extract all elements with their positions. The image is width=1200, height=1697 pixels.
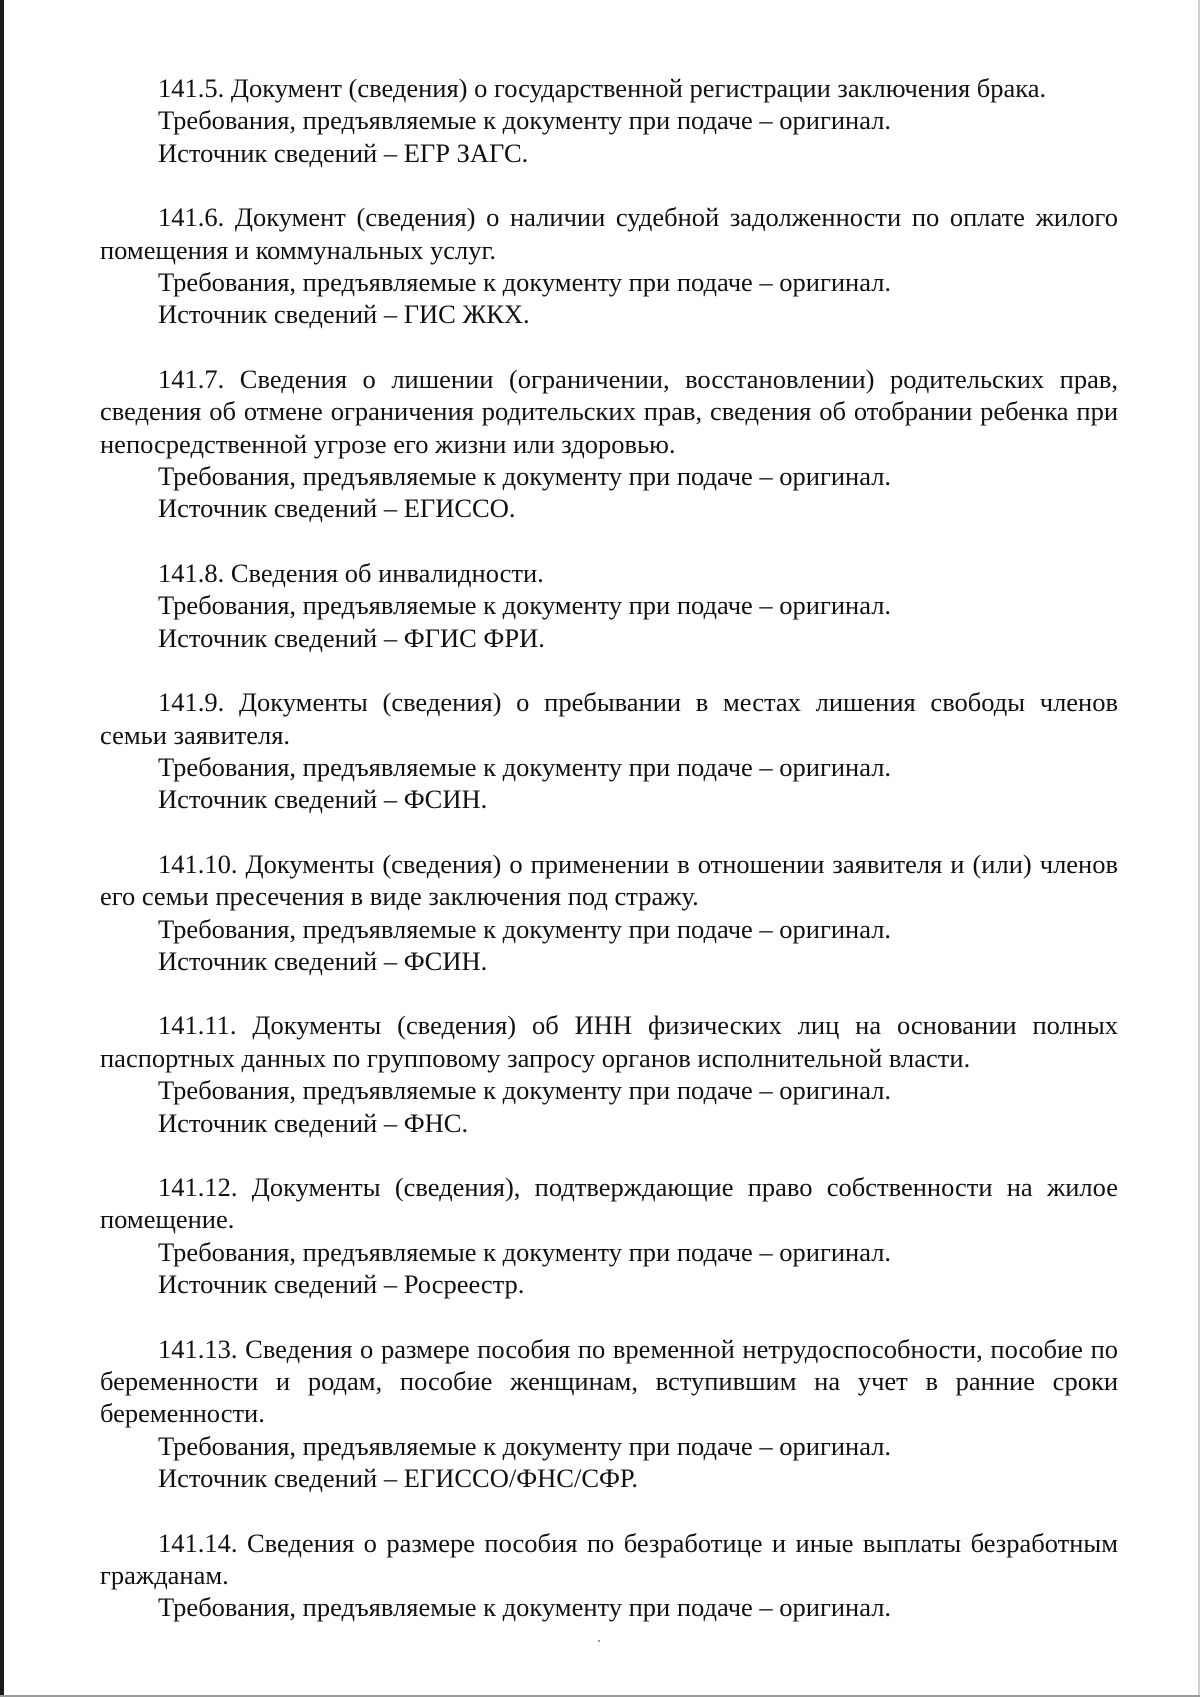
item-141-6 — [100, 201, 1118, 331]
item-141-12 — [100, 1171, 1118, 1301]
item-source: Источник сведений – ЕГР ЗАГС. — [158, 137, 529, 168]
item-requirement: Требования, предъявляемые к документу при подаче – оригинал. — [158, 461, 892, 492]
item-requirement: Требования, предъявляемые к документу при подаче – оригинал. — [158, 913, 892, 944]
item-heading: 141.11. Документы (сведения) об ИНН физических лиц на основании полных паспортных данных по групповому запросу органов исполнительной власти. — [100, 1010, 1118, 1073]
item-141-8 — [100, 557, 1118, 654]
item-source: Источник сведений – ЕГИССО/ФНС/СФР. — [158, 1463, 638, 1494]
item-source: Источник сведений – ФСИН. — [158, 784, 488, 815]
item-141-13 — [100, 1333, 1118, 1495]
item-source: Источник сведений – ФГИС ФРИ. — [158, 622, 545, 653]
item-source: Источник сведений – ФСИН. — [158, 945, 488, 976]
item-requirement: Требования, предъявляемые к документу при подаче – оригинал. — [158, 1430, 892, 1461]
item-requirement: Требования, предъявляемые к документу при подаче – оригинал. — [158, 590, 892, 621]
item-141-7 — [100, 363, 1118, 525]
item-141-11 — [100, 1009, 1118, 1139]
item-141-5 — [100, 72, 1118, 169]
item-heading: 141.13. Сведения о размере пособия по временной нетрудоспособности, пособие по беременности и родам, пособие женщинам, вступившим на учет в ранние сроки беременности. — [100, 1333, 1118, 1429]
item-requirement: Требования, предъявляемые к документу при подаче – оригинал. — [158, 267, 892, 298]
item-source: Источник сведений – ЕГИССО. — [158, 493, 516, 524]
item-141-9 — [100, 686, 1118, 816]
item-heading: 141.12. Документы (сведения), подтверждающие право собственности на жилое помещение. — [100, 1171, 1118, 1235]
item-heading: 141.6. Документ (сведения) о наличии судебной задолженности по оплате жилого помещения и коммунальных услуг. — [100, 202, 1118, 265]
item-source: Источник сведений – Росреестр. — [158, 1269, 525, 1300]
item-141-14 — [100, 1527, 1118, 1624]
item-source: Источник сведений – ФНС. — [158, 1107, 469, 1138]
item-heading: 141.8. Сведения об инвалидности. — [158, 557, 544, 588]
item-heading: 141.14. Сведения о размере пособия по безработице и иные выплаты безработным гражданам. — [100, 1527, 1118, 1591]
item-source: Источник сведений – ГИС ЖКХ. — [158, 299, 530, 330]
item-heading: 141.7. Сведения о лишении (ограничении, восстановлении) родительских прав, сведения об отмене ограничения родительских прав, сведения об отобрании ребенка при непосредственной угрозе его жизни или здоровью. — [100, 363, 1118, 459]
item-requirement: Требования, предъявляемые к документу при подаче – оригинал. — [158, 751, 892, 782]
item-requirement: Требования, предъявляемые к документу при подаче – оригинал. — [158, 105, 892, 136]
item-requirement: Требования, предъявляемые к документу при подаче – оригинал. — [158, 1075, 892, 1106]
item-heading: 141.9. Документы (сведения) о пребывании в местах лишения свободы членов семьи заявителя. — [100, 687, 1118, 750]
item-heading: 141.5. Документ (сведения) о государственной регистрации заключения брака. — [158, 73, 1047, 103]
item-heading: 141.10. Документы (сведения) о применении в отношении заявителя и (или) членов его семьи пресечения в виде заключения под стражу. — [100, 848, 1118, 912]
scan-speck — [598, 1640, 600, 1642]
scan-left-edge — [0, 0, 4, 1697]
item-141-10 — [100, 848, 1118, 978]
item-requirement: Требования, предъявляемые к документу при подаче – оригинал. — [158, 1592, 892, 1623]
document-page — [100, 72, 1118, 1656]
item-requirement: Требования, предъявляемые к документу при подаче – оригинал. — [158, 1236, 892, 1267]
